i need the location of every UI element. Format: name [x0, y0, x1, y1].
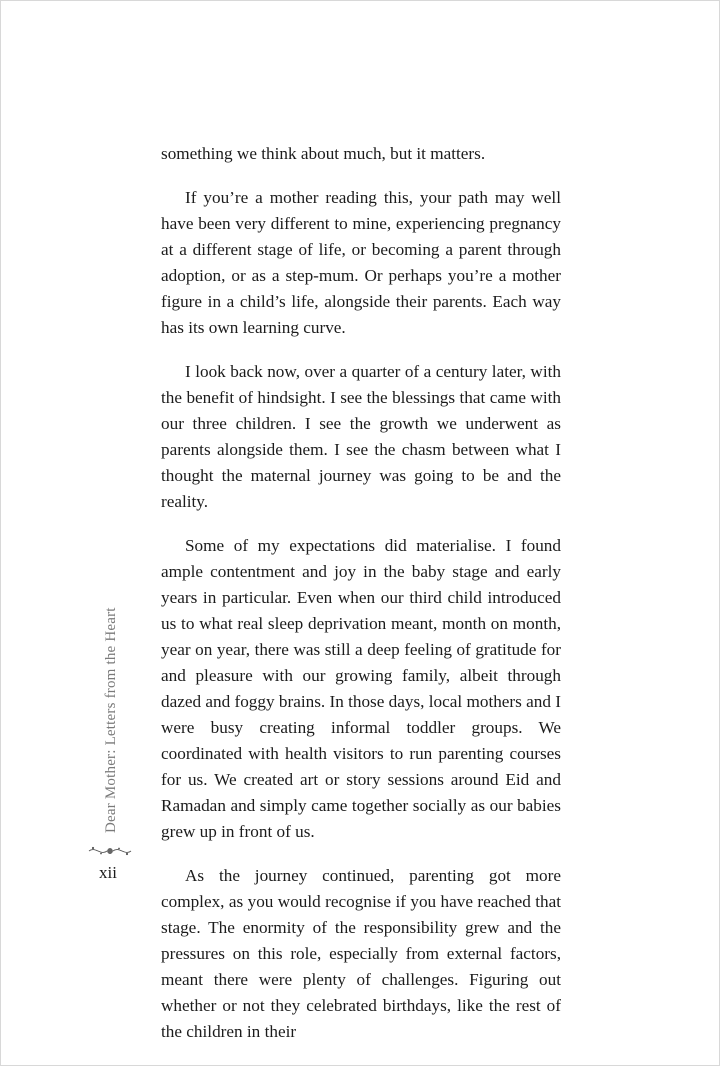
vine-flourish-icon — [87, 844, 133, 858]
paragraph-journey-continued: As the journey continued, parenting got more complex, as you would recognise if you have reached that stage. The enormity of the responsibility grew and the pressures on this role, especially from external factors, meant there were plenty of challenges. Figuring out whether or not they celebrated birthdays, like the rest of the children in their — [161, 866, 561, 1041]
paragraph-mother-reading: If you’re a mother reading this, your path may well have been very different to mine, experiencing pregnancy at a different stage of life, or becoming a parent through adoption, or as a step-mum. Or perhaps you’re a mother figure in a child’s life, alongside their parents. Each way has its own learning curve. — [161, 188, 561, 337]
body-text — [161, 141, 561, 1063]
page-number: xii — [99, 863, 117, 882]
paragraph-expectations: Some of my expectations did materialise. I found ample contentment and joy in the baby stage and early years in particular. Even when our third child introduced us to what real sleep deprivation meant, month on month, year on year, there was still a deep feeling of gratitude for and pleasure with our growing family, albeit through dazed and foggy brains. In those days, local mothers and I were busy creating informal toddler groups. We coordinated with health visitors to run parenting courses for us. We created art or story sessions around Eid and Ramadan and simply came together socially as our babies grew up in front of us. — [161, 536, 561, 841]
paragraph-look-back: I look back now, over a quarter of a century later, with the benefit of hindsight. I see the blessings that came with our three children. I see the growth we underwent as parents alongside them. I see the chasm between what I thought the maternal journey was going to be and the reality. — [161, 362, 561, 511]
running-head-title: Dear Mother: Letters from the Heart — [103, 607, 119, 833]
paragraph-continuation: something we think about much, but it matters. — [161, 144, 486, 163]
